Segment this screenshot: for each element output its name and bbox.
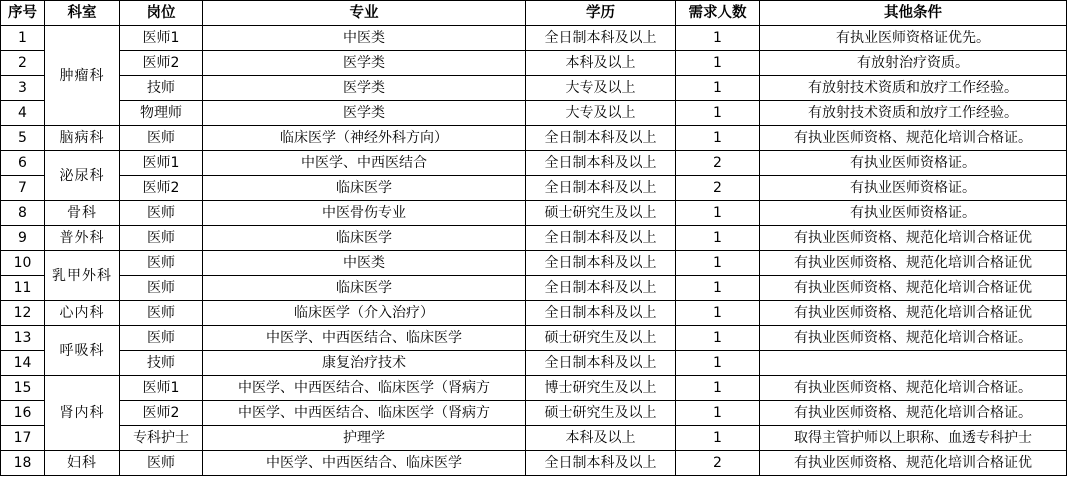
education-cell: 全日制本科及以上 [526,226,676,251]
table-row [1,351,1067,376]
other-cell: 有执业医师资格、规范化培训合格证。 [760,326,1067,351]
major-cell: 医学类 [203,101,526,126]
table-row [1,126,1067,151]
other-cell: 取得主管护师以上职称、血透专科护士 [760,426,1067,451]
count-cell: 1 [676,101,760,126]
count-cell: 1 [676,326,760,351]
seq-cell: 10 [1,251,45,276]
education-cell: 全日制本科及以上 [526,451,676,476]
seq-cell: 2 [1,51,45,76]
seq-cell: 14 [1,351,45,376]
education-cell: 全日制本科及以上 [526,351,676,376]
seq-cell: 7 [1,176,45,201]
dept-cell: 乳甲外科 [45,251,120,301]
seq-cell: 16 [1,401,45,426]
education-cell: 硕士研究生及以上 [526,326,676,351]
seq-cell: 17 [1,426,45,451]
position-cell: 医师 [120,326,203,351]
other-cell: 有执业医师资格、规范化培训合格证。 [760,126,1067,151]
major-cell: 临床医学（介入治疗） [203,301,526,326]
position-cell: 医师2 [120,401,203,426]
position-cell: 医师1 [120,26,203,51]
major-cell: 中医骨伤专业 [203,201,526,226]
table-row [1,451,1067,476]
major-cell: 临床医学 [203,176,526,201]
table-row [1,376,1067,401]
table-row [1,151,1067,176]
major-cell: 临床医学（神经外科方向） [203,126,526,151]
count-cell: 1 [676,201,760,226]
other-cell: 有放射技术资质和放疗工作经验。 [760,76,1067,101]
table-row [1,51,1067,76]
other-cell: 有执业医师资格、规范化培训合格证优 [760,301,1067,326]
seq-cell: 9 [1,226,45,251]
position-cell: 专科护士 [120,426,203,451]
table-row [1,251,1067,276]
dept-cell: 骨科 [45,201,120,226]
header-count: 需求人数 [676,1,760,26]
education-cell: 全日制本科及以上 [526,276,676,301]
position-cell: 医师 [120,451,203,476]
position-cell: 技师 [120,351,203,376]
header-other: 其他条件 [760,1,1067,26]
count-cell: 1 [676,401,760,426]
seq-cell: 8 [1,201,45,226]
count-cell: 2 [676,151,760,176]
position-cell: 医师2 [120,51,203,76]
position-cell: 医师 [120,301,203,326]
table-row [1,101,1067,126]
other-cell: 有执业医师资格、规范化培训合格证。 [760,401,1067,426]
table-row [1,176,1067,201]
education-cell: 本科及以上 [526,51,676,76]
table-row [1,226,1067,251]
other-cell: 有执业医师资格、规范化培训合格证优 [760,251,1067,276]
position-cell: 医师2 [120,176,203,201]
education-cell: 大专及以上 [526,101,676,126]
table-row [1,426,1067,451]
header-major: 专业 [203,1,526,26]
count-cell: 1 [676,51,760,76]
count-cell: 2 [676,451,760,476]
seq-cell: 1 [1,26,45,51]
count-cell: 1 [676,26,760,51]
seq-cell: 12 [1,301,45,326]
major-cell: 中医类 [203,26,526,51]
major-cell: 中医学、中西医结合、临床医学（肾病方 [203,376,526,401]
education-cell: 硕士研究生及以上 [526,201,676,226]
seq-cell: 11 [1,276,45,301]
count-cell: 1 [676,251,760,276]
position-cell: 医师 [120,251,203,276]
other-cell [760,351,1067,376]
major-cell: 中医学、中西医结合、临床医学（肾病方 [203,401,526,426]
other-cell: 有执业医师资格证。 [760,176,1067,201]
other-cell: 有执业医师资格证优先。 [760,26,1067,51]
seq-cell: 6 [1,151,45,176]
education-cell: 全日制本科及以上 [526,151,676,176]
seq-cell: 4 [1,101,45,126]
education-cell: 全日制本科及以上 [526,251,676,276]
education-cell: 大专及以上 [526,76,676,101]
seq-cell: 5 [1,126,45,151]
dept-cell: 普外科 [45,226,120,251]
other-cell: 有执业医师资格、规范化培训合格证优 [760,226,1067,251]
other-cell: 有执业医师资格、规范化培训合格证优 [760,451,1067,476]
education-cell: 全日制本科及以上 [526,176,676,201]
count-cell: 1 [676,351,760,376]
major-cell: 医学类 [203,76,526,101]
header-position: 岗位 [120,1,203,26]
count-cell: 1 [676,376,760,401]
position-cell: 医师 [120,276,203,301]
major-cell: 中医学、中西医结合、临床医学 [203,451,526,476]
position-cell: 物理师 [120,101,203,126]
dept-cell: 心内科 [45,301,120,326]
other-cell: 有执业医师资格、规范化培训合格证优 [760,276,1067,301]
count-cell: 1 [676,301,760,326]
table-row [1,201,1067,226]
table-row [1,301,1067,326]
count-cell: 1 [676,126,760,151]
education-cell: 硕士研究生及以上 [526,401,676,426]
table-row [1,326,1067,351]
other-cell: 有执业医师资格证。 [760,201,1067,226]
other-cell: 有放射技术资质和放疗工作经验。 [760,101,1067,126]
count-cell: 2 [676,176,760,201]
position-cell: 医师1 [120,376,203,401]
count-cell: 1 [676,76,760,101]
count-cell: 1 [676,426,760,451]
major-cell: 中医类 [203,251,526,276]
header-education: 学历 [526,1,676,26]
dept-cell: 妇科 [45,451,120,476]
dept-cell: 脑病科 [45,126,120,151]
other-cell: 有放射治疗资质。 [760,51,1067,76]
dept-cell: 肾内科 [45,376,120,451]
position-cell: 医师 [120,201,203,226]
seq-cell: 18 [1,451,45,476]
table-row [1,401,1067,426]
major-cell: 临床医学 [203,226,526,251]
count-cell: 1 [676,276,760,301]
major-cell: 医学类 [203,51,526,76]
major-cell: 中医学、中西医结合、临床医学 [203,326,526,351]
seq-cell: 3 [1,76,45,101]
major-cell: 临床医学 [203,276,526,301]
header-row [1,1,1067,26]
other-cell: 有执业医师资格证。 [760,151,1067,176]
header-seq: 序号 [1,1,45,26]
dept-cell: 肿瘤科 [45,26,120,126]
position-cell: 技师 [120,76,203,101]
seq-cell: 15 [1,376,45,401]
table-row [1,276,1067,301]
education-cell: 全日制本科及以上 [526,301,676,326]
position-cell: 医师 [120,126,203,151]
education-cell: 本科及以上 [526,426,676,451]
table-row [1,76,1067,101]
count-cell: 1 [676,226,760,251]
education-cell: 博士研究生及以上 [526,376,676,401]
major-cell: 康复治疗技术 [203,351,526,376]
position-cell: 医师1 [120,151,203,176]
major-cell: 护理学 [203,426,526,451]
other-cell: 有执业医师资格、规范化培训合格证。 [760,376,1067,401]
dept-cell: 泌尿科 [45,151,120,201]
table-row [1,26,1067,51]
header-dept: 科室 [45,1,120,26]
major-cell: 中医学、中西医结合 [203,151,526,176]
education-cell: 全日制本科及以上 [526,26,676,51]
education-cell: 全日制本科及以上 [526,126,676,151]
seq-cell: 13 [1,326,45,351]
position-cell: 医师 [120,226,203,251]
dept-cell: 呼吸科 [45,326,120,376]
